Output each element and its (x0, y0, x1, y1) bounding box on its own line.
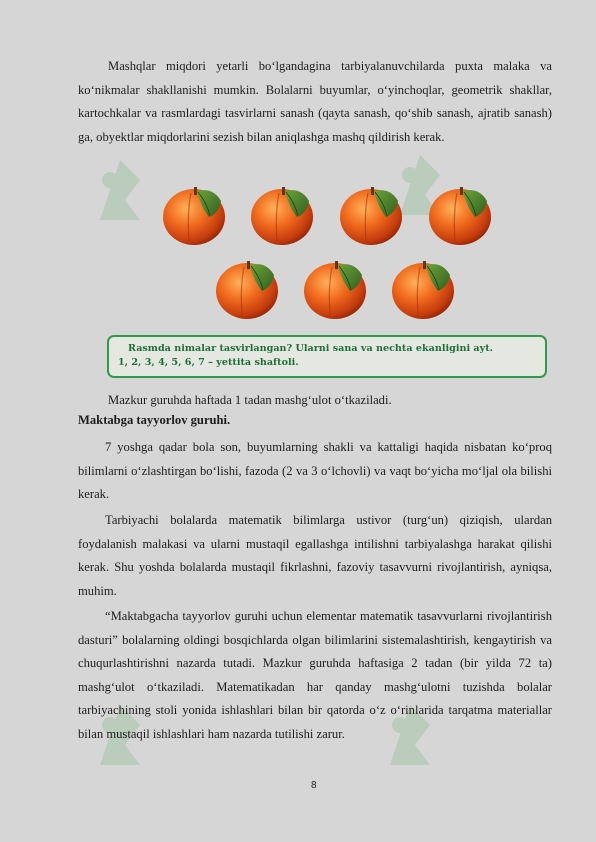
caption-question: Rasmda nimalar tasvirlangan? Ularni sana va nechta ekanligini ayt. (128, 343, 493, 354)
paragraph-2: Mazkur guruhda haftada 1 tadan mashg‘ulot o‘tkaziladi. (108, 393, 392, 407)
paragraph-4: Tarbiyachi bolalarda matematik bilimlarga ustivor (turg‘un) qiziqish, ulardan foydalanish malakasi va ularni mustaqil egallashga intilishni tarbiyalashga harakat qilishi kerak. Shu yoshda bolalarda mustaqil fikrlashni, fazoviy tasavvurni rivojlantirish, ayniqsa, muhim. (78, 513, 552, 598)
peach-image (338, 183, 404, 247)
peach-image (161, 183, 227, 247)
peach-image (302, 257, 368, 321)
paragraph-3: 7 yoshga qadar bola son, buyumlarning shakli va kattaligi haqida nisbatan ko‘proq bilimlarni o‘zlashtirgan bo‘lishi, fazoda (2 va 3 o‘lchovli) va vaqt bo‘yicha mo‘ljal ola bilishi kerak. (78, 440, 552, 502)
caption-answer: 1, 2, 3, 4, 5, 6, 7 – yettita shaftoli. (118, 357, 299, 368)
peach-image (214, 257, 280, 321)
section-heading: Maktabga tayyorlov guruhi. (78, 413, 231, 427)
peach-image (249, 183, 315, 247)
paragraph-5: “Maktabgacha tayyorlov guruhi uchun elementar matematik tasavvurlarni rivojlantirish dasturi” bolalarning oldingi bosqichlarda olgan bilimlarini sistemalashtirish, kengaytirish va chuqurlashtirishni nazarda tutadi. Mazkur guruhda haftasiga 2 tadan (bir yilda 72 ta) mashg‘ulot o‘tkaziladi. Matematikadan har qanday mashg‘ulotni tuzishda bolalar tarbiyachining stoli yonida ishlashlari bilan bir qatorda o‘z o‘rinlarida tarqatma materiallar bilan mustaqil ishlashlari ham nazarda tutilishi zarur. (78, 609, 552, 741)
figure-caption (107, 335, 547, 378)
watermark-logo (90, 145, 150, 235)
page-number: 8 (311, 780, 317, 791)
paragraph-1: Mashqlar miqdori yetarli bo‘lgandagina tarbiyalanuvchilarda puxta malaka va ko‘nikmalar shakllanishi mumkin. Bolalarni buyumlar, o‘yinchoqlar, geometrik shakllar, kartochkalar va rasmlardagi tasvirlarni sanash (qayta sanash, qo‘shib sanash, ajratib sanash) ga, obyektlar miqdorlarini sezish bilan aniqlashga mashq qildirish kerak. (78, 59, 552, 144)
peach-image (390, 257, 456, 321)
peach-image (427, 183, 493, 247)
